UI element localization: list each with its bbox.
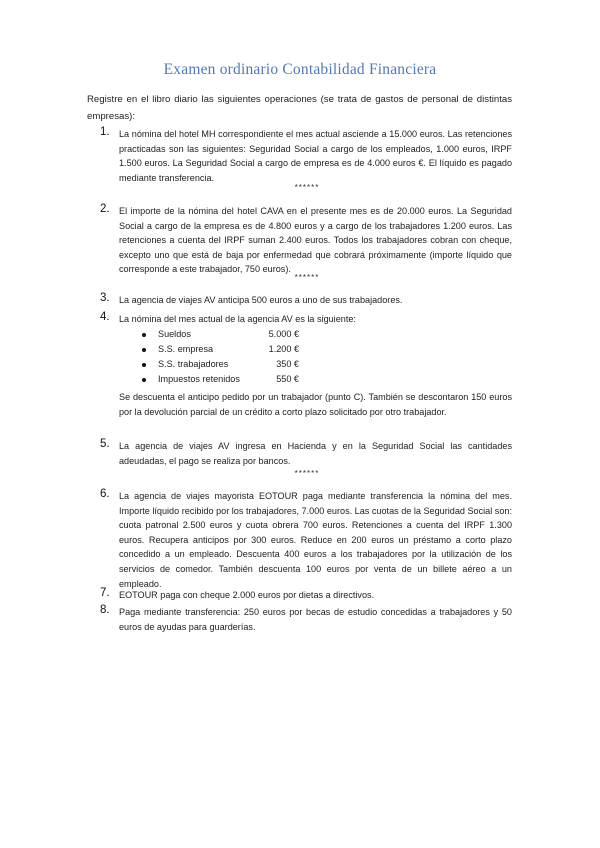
nomina-value: 350 € [276,359,299,369]
separator: ****** [294,469,320,478]
item-text: La agencia de viajes AV ingresa en Hacienda y en la Seguridad Social las cantidades adeudadas, el pago se realiza por bancos. [119,441,512,466]
bullet-icon [142,333,146,337]
list-item [100,293,512,308]
item-number: 8. [100,604,110,616]
nomina-row [142,344,342,359]
item-text: La nómina del mes actual de la agencia AV es la siguiente: [119,314,356,324]
separator: ****** [294,273,320,282]
nomina-breakdown [142,329,342,389]
list-item [100,489,512,591]
item-text: El importe de la nómina del hotel CAVA en el presente mes es de 20.000 euros. La Seguridad Social a cargo de la empresa es de 4.800 euros y a cargo de los trabajadores 1.200 euros. Las retenciones a cuenta del IRPF suman 2.400 euros. Todos los trabajadores cobran con cheque, excepto uno que está de baja por enfermedad que cobrará próximamente (importe líquido que corresponde a este trabajador, 750 euros). [119,206,512,275]
nomina-value: 550 € [276,374,299,384]
nomina-value: 1.200 € [268,344,299,354]
item-text: La agencia de viajes AV anticipa 500 euros a uno de sus trabajadores. [119,295,403,305]
nomina-value: 5.000 € [268,329,299,339]
item-text: La agencia de viajes mayorista EOTOUR paga mediante transferencia la nómina del mes. Importe líquido recibido por los trabajadores, 7.000 euros. Las cuotas de la Seguridad Social son: cuota patronal 2.500 euros y cuota obrera 700 euros. Retenciones a cuenta del IRPF 1.300 euros. Recupera anticipos por 300 euros. Reduce en 200 euros un préstamo a corto plazo concedido a un empleado. Descuenta 400 euros a los trabajadores por la utilización de los servicios de comedor. También descuenta 100 euros por venta de un billete aéreo a un empleado. [119,491,512,589]
list-item [100,204,512,277]
item-text: La nómina del hotel MH correspondiente el mes actual asciende a 15.000 euros. Las retenciones practicadas son las siguientes: Seguridad Social a cargo de los empleados, 1.000 euros, IRPF 1.500 euros. La Seguridad Social a cargo de empresa es de 4.000 euros €. El líquido es pagado mediante transferencia. [119,129,512,183]
item-number: 4. [100,311,110,323]
separator: ****** [294,183,320,192]
bullet-icon [142,378,146,382]
nomina-label: S.S. trabajadores [158,359,229,369]
item-number: 6. [100,488,110,500]
list-item [100,605,512,634]
item-number: 5. [100,438,110,450]
page-title: Examen ordinario Contabilidad Financiera [163,61,437,78]
bullet-icon [142,363,146,367]
nomina-label: Impuestos retenidos [158,374,240,384]
item-text: EOTOUR paga con cheque 2.000 euros por dietas a directivos. [119,590,375,600]
nomina-label: S.S. empresa [158,344,214,354]
item-number: 7. [100,587,110,599]
list-item [100,439,512,468]
item-number: 2. [100,203,110,215]
nomina-row [142,329,342,344]
item-number: 3. [100,292,110,304]
list-item [100,312,512,327]
item-number: 1. [100,126,110,138]
nomina-label: Sueldos [158,329,191,339]
intro-paragraph: Registre en el libro diario las siguientes operaciones (se trata de gastos de personal de distintas empresas): [87,94,512,122]
nomina-row [142,374,342,389]
bullet-icon [142,348,146,352]
list-item [100,127,512,185]
nomina-row [142,359,342,374]
item-text: Paga mediante transferencia: 250 euros por becas de estudio concedidas a trabajadores y 50 euros de ayudas para guarderías. [119,607,512,632]
list-item [100,588,512,603]
item-4-continuation: Se descuenta el anticipo pedido por un trabajador (punto C). También se descontaron 150 euros por la devolución parcial de un crédito a corto plazo solicitado por otro trabajador. [119,392,512,418]
